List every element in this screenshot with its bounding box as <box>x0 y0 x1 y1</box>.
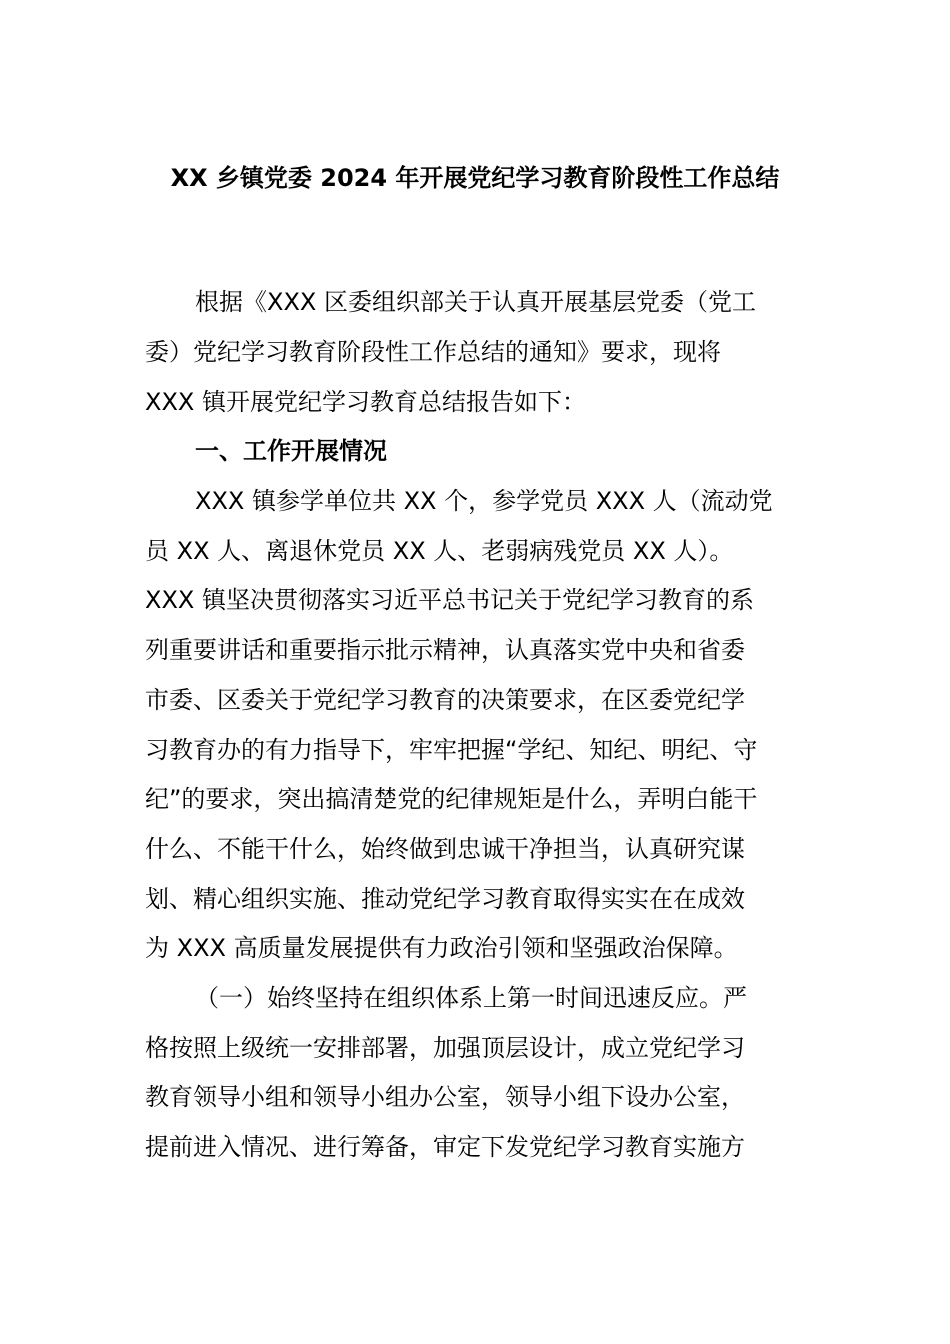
paragraph-line-17: 教育领导小组和领导小组办公室，领导小组下设办公室， <box>145 1083 745 1111</box>
paragraph-line-7: XXX 镇坚决贯彻落实习近平总书记关于党纪学习教育的系 <box>145 586 754 614</box>
paragraph-line-14: 为 XXX 高质量发展提供有力政治引领和坚强政治保障。 <box>145 934 738 962</box>
section-heading: 一、工作开展情况 <box>195 437 387 465</box>
paragraph-line-3: XXX 镇开展党纪学习教育总结报告如下： <box>145 388 586 416</box>
paragraph-line-2: 委）党纪学习教育阶段性工作总结的通知》要求，现将 <box>145 338 721 366</box>
paragraph-line-15: （一）始终坚持在组织体系上第一时间迅速反应。严 <box>195 984 747 1012</box>
paragraph-line-11: 纪”的要求，突出搞清楚党的纪律规矩是什么，弄明白能干 <box>145 785 758 813</box>
paragraph-line-16: 格按照上级统一安排部署，加强顶层设计，成立党纪学习 <box>145 1034 745 1062</box>
paragraph-line-8: 列重要讲话和重要指示批示精神，认真落实党中央和省委 <box>145 636 745 664</box>
paragraph-line-18: 提前进入情况、进行筹备，审定下发党纪学习教育实施方 <box>145 1133 745 1161</box>
paragraph-line-1: 根据《XXX 区委组织部关于认真开展基层党委（党工 <box>195 288 756 316</box>
paragraph-line-10: 习教育办的有力指导下，牢牢把握“学纪、知纪、明纪、守 <box>145 736 758 764</box>
paragraph-line-9: 市委、区委关于党纪学习教育的决策要求，在区委党纪学 <box>145 686 745 714</box>
paragraph-line-5: XXX 镇参学单位共 XX 个，参学党员 XXX 人（流动党 <box>195 487 773 515</box>
paragraph-line-13: 划、精心组织实施、推动党纪学习教育取得实实在在成效 <box>145 885 745 913</box>
paragraph-line-6: 员 XX 人、离退休党员 XX 人、老弱病残党员 XX 人）。 <box>145 537 734 565</box>
paragraph-line-12: 什么、不能干什么，始终做到忠诚干净担当，认真研究谋 <box>145 835 745 863</box>
document-title: XX 乡镇党委 2024 年开展党纪学习教育阶段性工作总结 <box>170 164 780 192</box>
